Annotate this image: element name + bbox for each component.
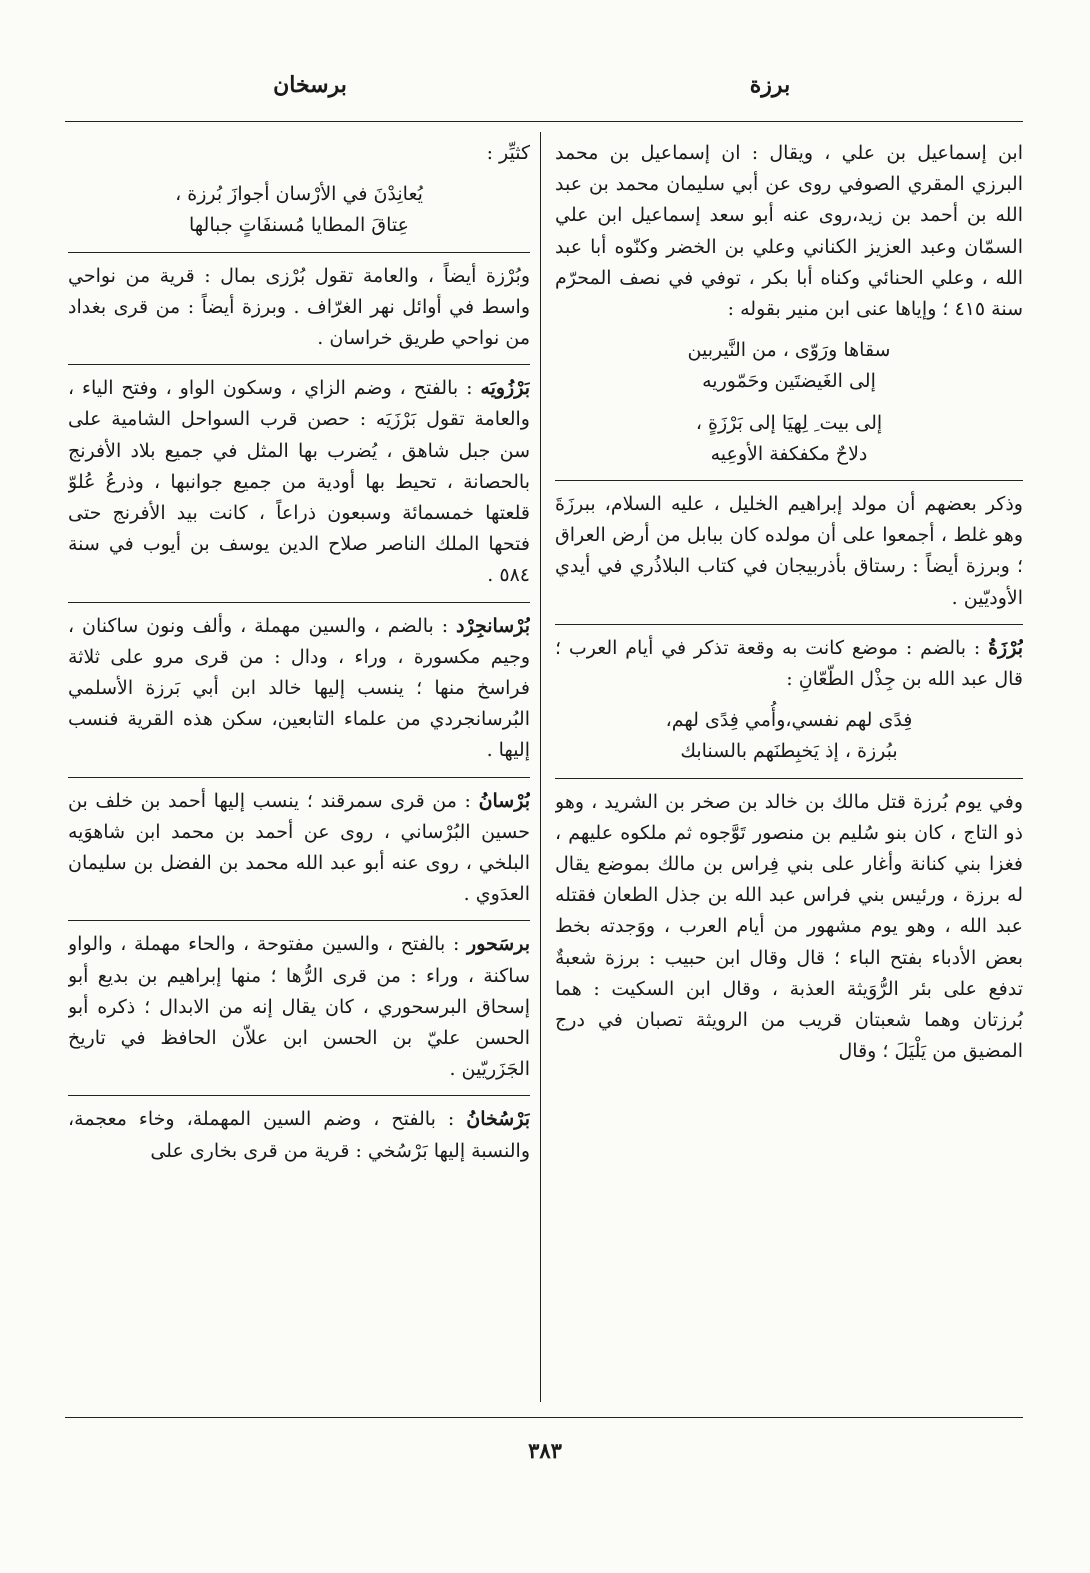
entry-barza-continued <box>555 138 1023 470</box>
paragraph: وبُرْزة أيضاً ، والعامة تقول بُرْزى بمال : قرية من نواحي واسط في أوائل نهر الغرّاف . وبرزة أيضاً : من قرى بغداد من نواحي طريق خراسان . <box>68 264 530 350</box>
entry-headword: بَرْسُخانُ <box>466 1108 530 1131</box>
paragraph: وذكر بعضهم أن مولد إبراهيم الخليل ، عليه السلام، ببرزَةَ وهو غلط ، أجمعوا على أن مولده كان ببابل من أرض العراق ؛ وبرزة أيضاً : رستاق بأذربيجان في كتاب البلاذُري في أيدي الأوديّين . <box>555 493 1023 609</box>
entry-body: : بالفتح ، والسين مفتوحة ، والحاء مهملة ، والواو ساكنة ، وراء : من قرى الرُّها ؛ منها إبراهيم بن بديع أبو إسحاق البرسحوري ، كان يقال إنه من الابدال ؛ ذكره أبو الحسن عليّ بن الحسن ابن علاّن الحافظ في تاريخ الجَزَريّين . <box>68 933 530 1081</box>
entry-bursan <box>68 777 530 911</box>
verse-line: دلاحٌ مكفكفة الأوعِيه <box>710 442 868 465</box>
entry-barza-note <box>555 480 1023 614</box>
paragraph: وفي يوم بُرزة قتل مالك بن خالد بن صخر بن الشريد ، وهو ذو التاج ، كان بنو سُليم بن منصور تَوَّجوه ثم ملكوه عليهم ، فغزا بني كنانة وأغار على بني فِراس بن مالك بموضع يقال له برزة ، ورئيس بني فراس عبد الله بن جذل الطعان فقتله عبد الله ، وهو يوم مشهور من أيام العرب ، ووَجدته بخط بعض الأدباء بفتح الباء ؛ قال وقال ابن حبيب : برزة شعبةٌ تدفع على بئر الرُّوَيثة العذبة ، وقال ابن السكيت : هما بُرزتان وهما شعبتان قريب من الرويثة تصبان في درج المضيق من يَلْيَلَ ؛ وقال <box>555 790 1023 1063</box>
entry-burza-history <box>555 778 1023 1068</box>
entry-burza-verse <box>68 138 530 242</box>
verse-line: إلى الغَيضتَين وحَمّوريه <box>702 370 876 393</box>
right-column <box>555 138 1023 1408</box>
verse-line: عِتاقَ المطايا مُسنفَاتٍ جبالها <box>189 214 409 237</box>
entry-barsukhan <box>68 1095 530 1166</box>
entry-text <box>68 786 530 911</box>
entry-text <box>68 611 530 767</box>
verse-kuthayyir <box>68 179 530 241</box>
running-header-right: برزة <box>749 72 791 98</box>
entry-headword: بُرْسانُ <box>478 789 530 812</box>
entry-headword: بَرْزُويَه <box>480 377 530 400</box>
entry-burza <box>555 624 1023 768</box>
verse-ibn-munir-2 <box>555 408 1023 470</box>
left-column <box>68 138 530 1408</box>
entry-body: : من قرى سمرقند ؛ ينسب إليها أحمد بن خلف بن حسين البُرْساني ، روى عن أحمد بن محمد ابن شاهوَيه البلخي ، روى عنه أبو عبد الله محمد بن الفضل بن سليمان العدَوي . <box>68 789 530 906</box>
entry-bursanjird <box>68 602 530 767</box>
header-rule <box>65 121 1023 122</box>
entry-barsahur <box>68 920 530 1085</box>
verse-line: ببُرزة ، إذ يَخبِطنَهم بالسنابك <box>680 740 898 763</box>
paragraph: ابن إسماعيل بن علي ، ويقال : ان إسماعيل بن محمد البرزي المقري الصوفي روى عن أبي سليمان محمد بن عبد الله بن أحمد بن زيد،روى عنه أبو سعد إسماعيل ابن علي السمّان وعبد العزيز الكناني وعلي بن الخضر وكنّوه أبا عبد الله ، وعلي الحنائي وكناه أبا بكر ، توفي في نصف المحرّم سنة ٤١٥ ؛ وإياها عنى ابن منير بقوله : <box>555 142 1023 321</box>
entry-barzuyah <box>68 364 530 591</box>
verse-line: سقاها ورَوّى ، من النَّيربين <box>687 339 891 362</box>
running-header-left: برسخان <box>273 72 347 98</box>
verse-line: يُعانِدْنَ في الأرْسان أجوازَ بُرزة ، <box>175 183 423 206</box>
entry-body: : بالفتح ، وضم السين المهملة، وخاء معجمة، والنسبة إليها بَرْسُخي : قرية من قرى بخارى على <box>68 1108 530 1162</box>
column-divider <box>540 132 541 1402</box>
footer-rule <box>65 1417 1023 1418</box>
entry-text <box>555 633 1023 695</box>
verse-line: إلى بيت ِ لِهيَا إلى بَرْزَةٍ ، <box>695 411 883 434</box>
poet-name: كثيِّر : <box>486 142 530 164</box>
verse-ibn-munir-1 <box>555 335 1023 397</box>
verse-ibn-jidhl <box>555 705 1023 767</box>
entry-burza-wasit <box>68 252 530 355</box>
entry-headword: برسَحور <box>467 933 530 956</box>
entry-body: : بالفتح ، وضم الزاي ، وسكون الواو ، وفتح الياء ، والعامة تقول بَرْزَيَه : حصن قرب السواحل الشامية على سن جبل شاهق ، يُضرب بها المثل في جميع بلاد الأفرنج بالحصانة ، تحيط بها أودية من جميع جوانبها ، وذرعُ عُلوّ قلعتها خمسمائة وسبعون ذراعاً ، كانت بيد الأفرنج حتى فتحها الملك الناصر صلاح الدين يوسف بن أيوب في سنة ٥٨٤ . <box>68 377 530 587</box>
entry-text <box>68 373 530 591</box>
entry-body: : بالضم : موضع كانت به وقعة تذكر في أيام العرب ؛ قال عبد الله بن جِذْل الطّعّانِ : <box>555 636 1023 691</box>
verse-line: فِدًى لهم نفسي،وأُمي فِدًى لهم، <box>665 709 913 732</box>
entry-text <box>68 929 530 1085</box>
entry-body: : بالضم ، والسين مهملة ، وألف ونون ساكنان ، وجيم مكسورة ، وراء ، ودال : من قرى مرو على ثلاثة فراسخ منها ؛ ينسب إليها خالد ابن أبي بَرزة الأسلمي البُرسانجردي من علماء التابعين، سكن هذه القرية فنسب إليها . <box>68 614 530 762</box>
page-number: ٣٨٣ <box>528 1438 562 1463</box>
entry-headword: بُرْسانجِرْد <box>456 614 530 637</box>
entry-headword: بُرْزَةُ <box>988 636 1023 659</box>
entry-text <box>68 1104 530 1166</box>
